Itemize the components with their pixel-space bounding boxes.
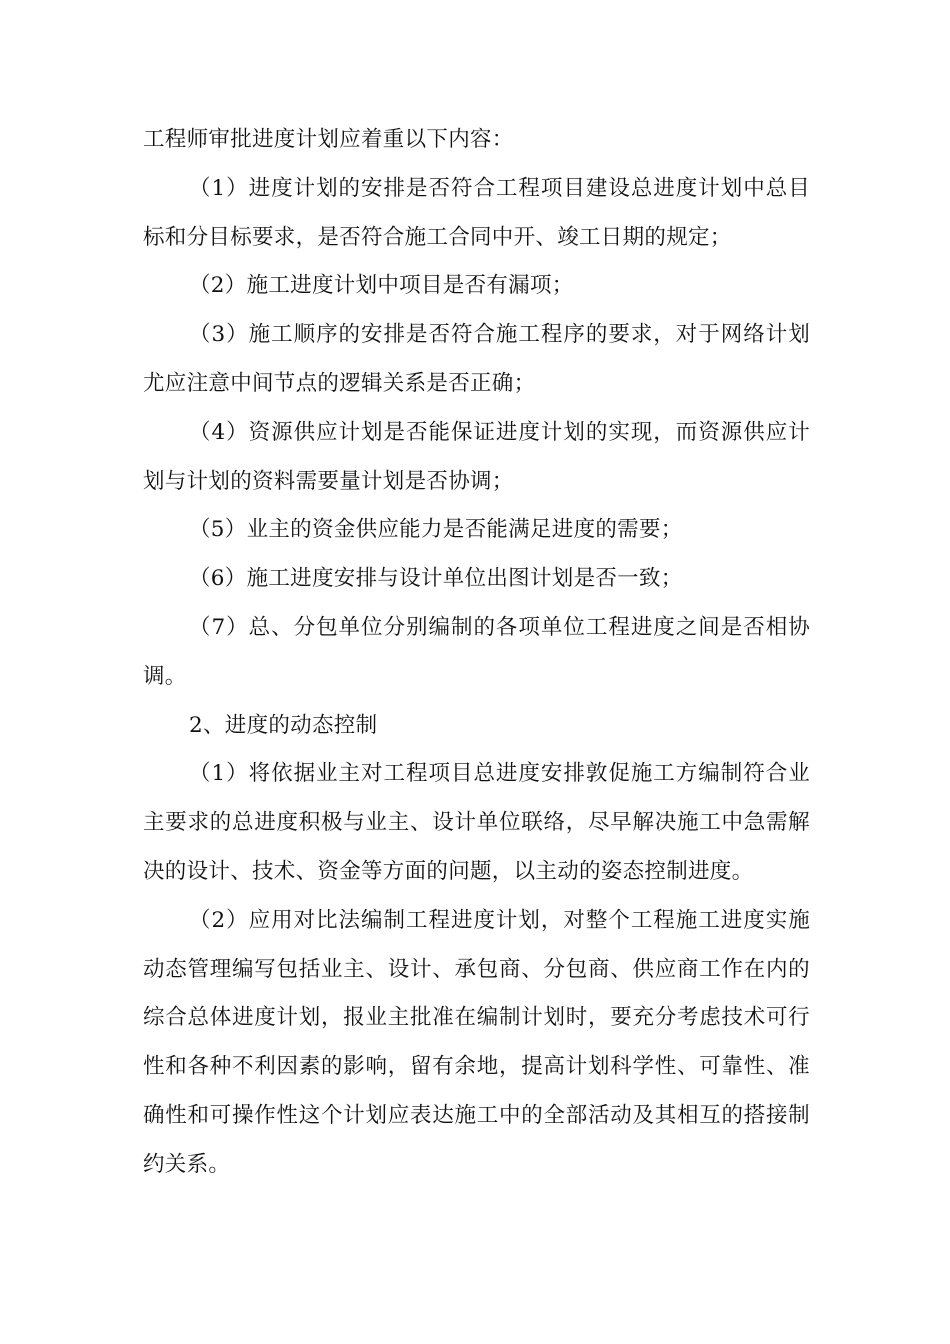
item-1-paragraph: （1）进度计划的安排是否符合工程项目建设总进度计划中总目标和分目标要求，是否符合施工合同中开、竣工日期的规定；	[143, 175, 810, 250]
item-4-paragraph: （4）资源供应计划是否能保证进度计划的实现，而资源供应计划与计划的资料需要量计划是否协调；	[143, 419, 810, 494]
control-item-2-paragraph: （2）应用对比法编制工程进度计划，对整个工程施工进度实施动态管理编写包括业主、设计、承包商、分包商、供应商工作在内的综合总体进度计划，报业主批准在编制计划时，要充分考虑技术可行性和各种不利因素的影响，留有余地，提高计划科学性、可靠性、准确性和可操作性这个计划应表达施工中的全部活动及其相互的搭接制约关系。	[143, 907, 810, 1177]
section-heading: 2、进度的动态控制	[189, 712, 378, 738]
item-6-paragraph: （6）施工进度安排与设计单位出图计划是否一致；	[189, 566, 683, 592]
control-item-1-paragraph: （1）将依据业主对工程项目总进度安排敦促施工方编制符合业主要求的总进度积极与业主、设计单位联络，尽早解决施工中急需解决的设计、技术、资金等方面的问题，以主动的姿态控制进度。	[143, 761, 810, 884]
item-5-paragraph: （5）业主的资金供应能力是否能满足进度的需要；	[189, 517, 683, 543]
item-7-paragraph: （7）总、分包单位分别编制的各项单位工程进度之间是否相协调。	[143, 614, 810, 689]
document-body	[143, 116, 810, 1190]
intro-paragraph: 工程师审批进度计划应着重以下内容：	[143, 127, 514, 152]
item-3-paragraph: （3）施工顺序的安排是否符合施工程序的要求，对于网络计划尤应注意中间节点的逻辑关系是否正确；	[143, 322, 810, 396]
item-2-paragraph: （2）施工进度计划中项目是否有漏项；	[189, 273, 574, 299]
